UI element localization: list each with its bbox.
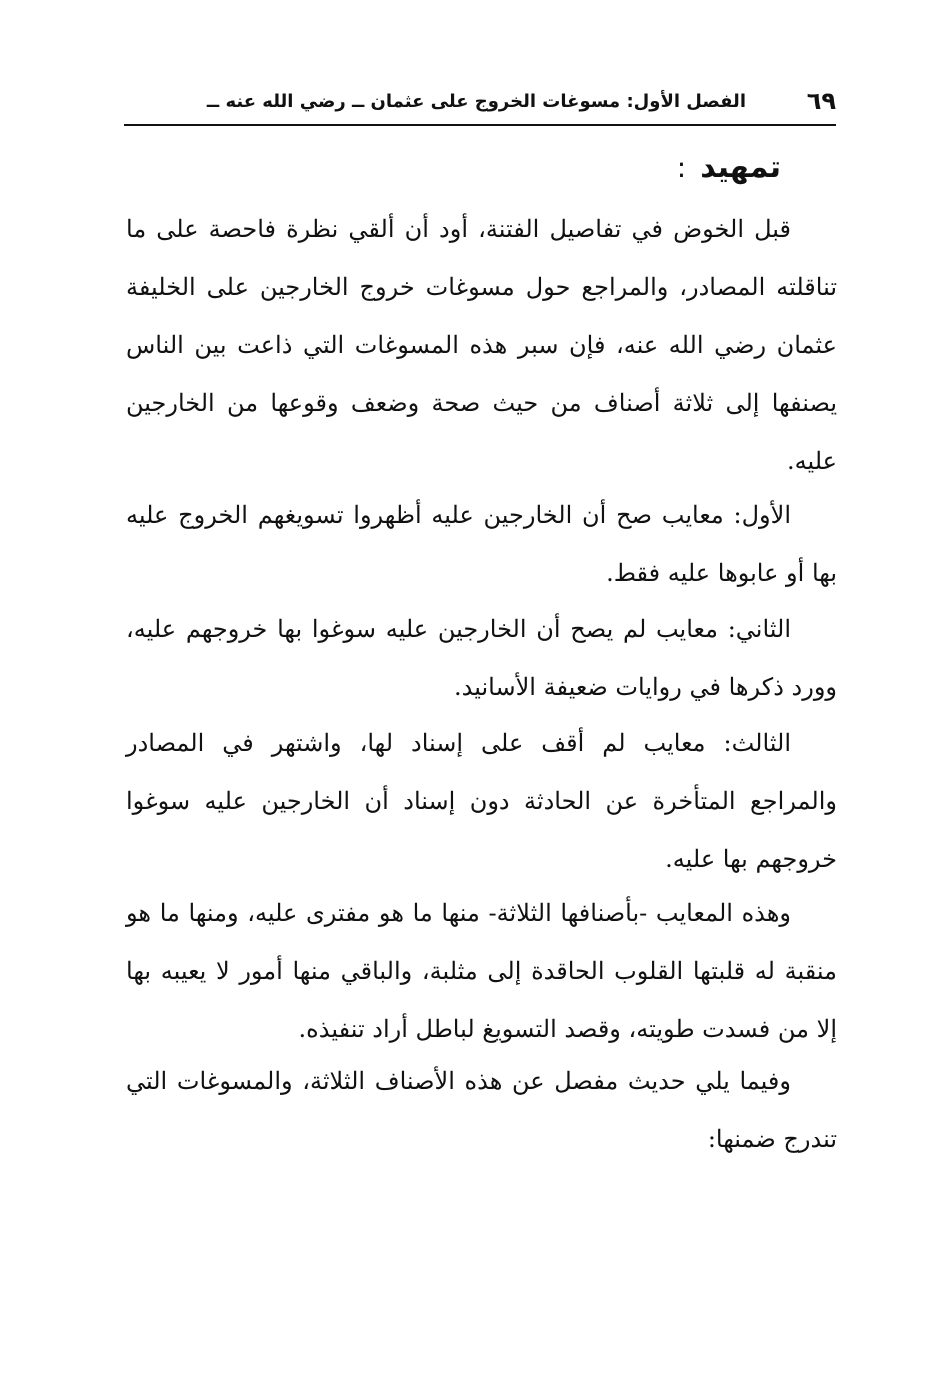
paragraph-first-category: الأول: معايب صح أن الخارجين عليه أظهروا تسويغهم الخروج عليه بها أو عابوها عليه فقط. [126, 501, 837, 587]
paragraph-second-category: الثاني: معايب لم يصح أن الخارجين عليه سوغوا بها خروجهم عليه، وورد ذكرها في روايات ضعيفة الأسانيد. [126, 615, 837, 701]
section-heading-colon: : [676, 151, 687, 184]
paragraph-third-category: الثالث: معايب لم أقف على إسناد لها، واشتهر في المصادر والمراجع المتأخرة عن الحادثة دون إسناد أن الخارجين عليه سوغوا خروجهم بها عليه. [126, 729, 837, 873]
page-number: ٦٩ [806, 87, 836, 115]
header-divider [124, 124, 836, 126]
chapter-title: الفصل الأول: مسوغات الخروج على عثمان ــ رضي الله عنه ــ [206, 91, 746, 112]
section-heading-text: تمهيد [700, 150, 781, 185]
section-heading [677, 146, 781, 190]
paragraph-assessment: وهذه المعايب -بأصنافها الثلاثة- منها ما هو مفترى عليه، ومنها ما هو منقبة له قلبتها القلوب الحاقدة إلى مثلبة، والباقي منها أمور لا يعيبه بها إلا من فسدت طويته، وقصد التسويغ لباطل أراد تنفيذه. [126, 899, 837, 1043]
paragraph-transition: وفيما يلي حديث مفصل عن هذه الأصناف الثلاثة، والمسوغات التي تندرج ضمنها: [126, 1067, 837, 1153]
paragraph-intro: قبل الخوض في تفاصيل الفتنة، أود أن ألقي نظرة فاحصة على ما تناقلته المصادر، والمراجع حول مسوغات خروج الخارجين على الخليفة عثمان رضي الله عنه، فإن سبر هذه المسوغات التي ذاعت بين الناس يصنفها إلى ثلاثة أصناف من حيث صحة وضعف وقوعها من الخارجين عليه. [126, 215, 837, 475]
running-header [124, 84, 836, 124]
